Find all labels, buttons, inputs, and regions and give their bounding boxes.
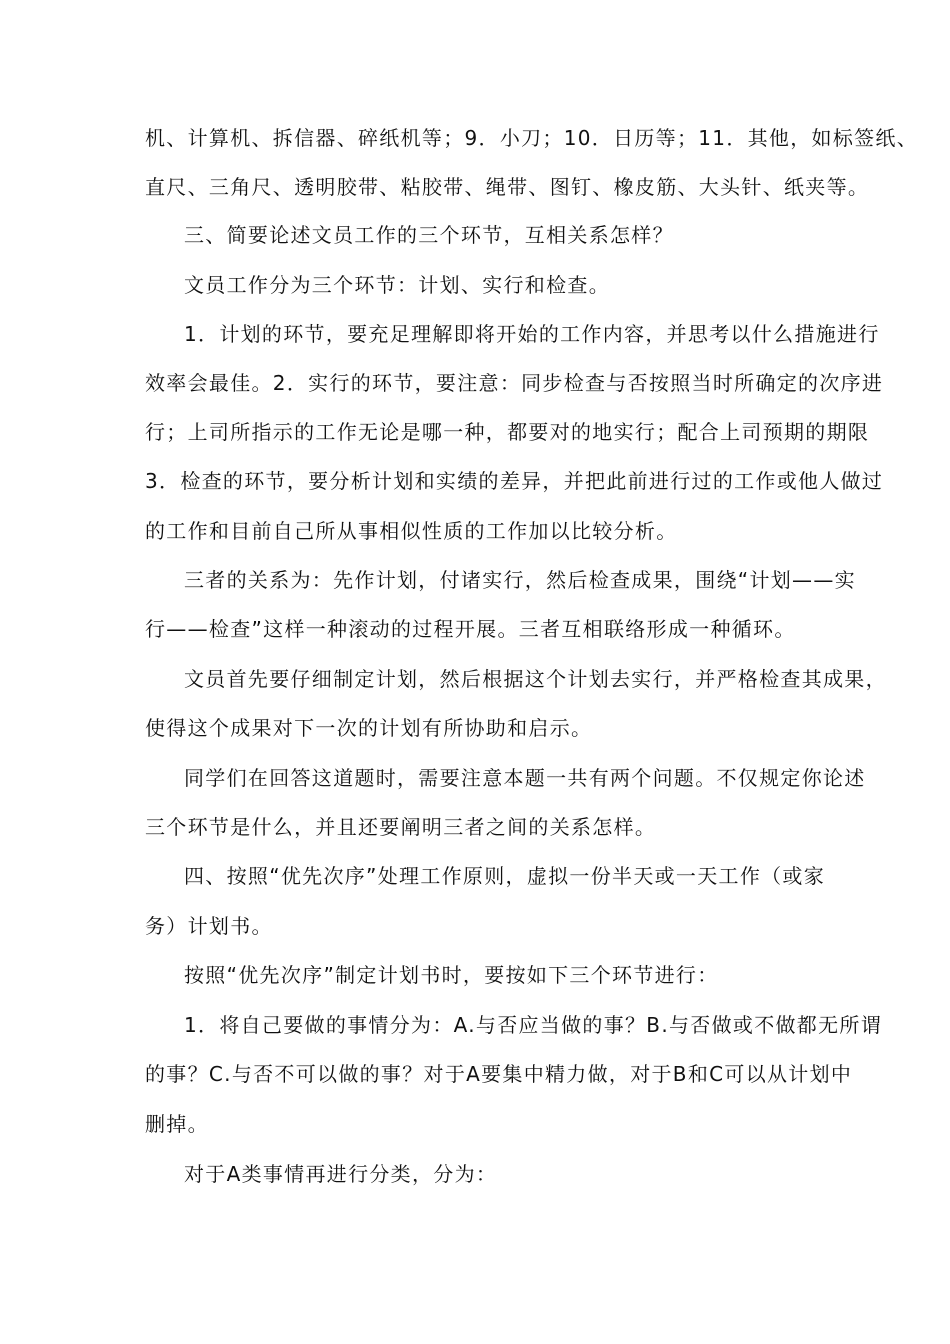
text-line: 3．检查的环节，要分析计划和实绩的差异，并把此前进行过的工作或他人做过 (145, 469, 884, 493)
text-line: 效率会最佳。2．实行的环节，要注意：同步检查与否按照当时所确定的次序进 (145, 371, 884, 395)
text-line: 删掉。 (145, 1112, 209, 1136)
section-heading: 务）计划书。 (145, 914, 273, 938)
text-line: 同学们在回答这道题时，需要注意本题一共有两个问题。不仅规定你论述 (184, 766, 866, 790)
section-heading: 三、简要论述文员工作的三个环节，互相关系怎样？ (184, 223, 674, 247)
text-line: 直尺、三角尺、透明胶带、粘胶带、绳带、图钉、橡皮筋、大头针、纸夹等。 (145, 175, 870, 199)
text-line: 的工作和目前自己所从事相似性质的工作加以比较分析。 (145, 519, 678, 543)
text-line: 行；上司所指示的工作无论是哪一种，都要对的地实行；配合上司预期的期限 (145, 420, 870, 444)
text-line: 1．将自己要做的事情分为：A.与否应当做的事？B.与否做或不做都无所谓 (184, 1013, 882, 1037)
text-line: 文员工作分为三个环节：计划、实行和检查。 (184, 273, 610, 297)
text-line: 三者的关系为：先作计划，付诸实行，然后检查成果，围绕“计划——实 (184, 568, 856, 592)
text-line: 使得这个成果对下一次的计划有所协助和启示。 (145, 716, 593, 740)
section-heading: 四、按照“优先次序”处理工作原则，虚拟一份半天或一天工作（或家 (184, 864, 826, 888)
text-line: 1．计划的环节，要充足理解即将开始的工作内容，并思考以什么措施进行 (184, 322, 880, 346)
text-line: 按照“优先次序”制定计划书时，要按如下三个环节进行： (184, 963, 719, 987)
text-line: 对于A类事情再进行分类，分为： (184, 1162, 498, 1186)
text-line: 的事？C.与否不可以做的事？对于A要集中精力做，对于B和C可以从计划中 (145, 1062, 853, 1086)
text-line: 文员首先要仔细制定计划，然后根据这个计划去实行，并严格检查其成果， (184, 667, 887, 691)
text-line: 行——检查”这样一种滚动的过程开展。三者互相联络形成一种循环。 (145, 617, 796, 641)
text-line: 机、计算机、拆信器、碎纸机等；9．小刀；10．日历等；11．其他，如标签纸、 (145, 126, 919, 150)
text-line: 三个环节是什么，并且还要阐明三者之间的关系怎样。 (145, 815, 657, 839)
